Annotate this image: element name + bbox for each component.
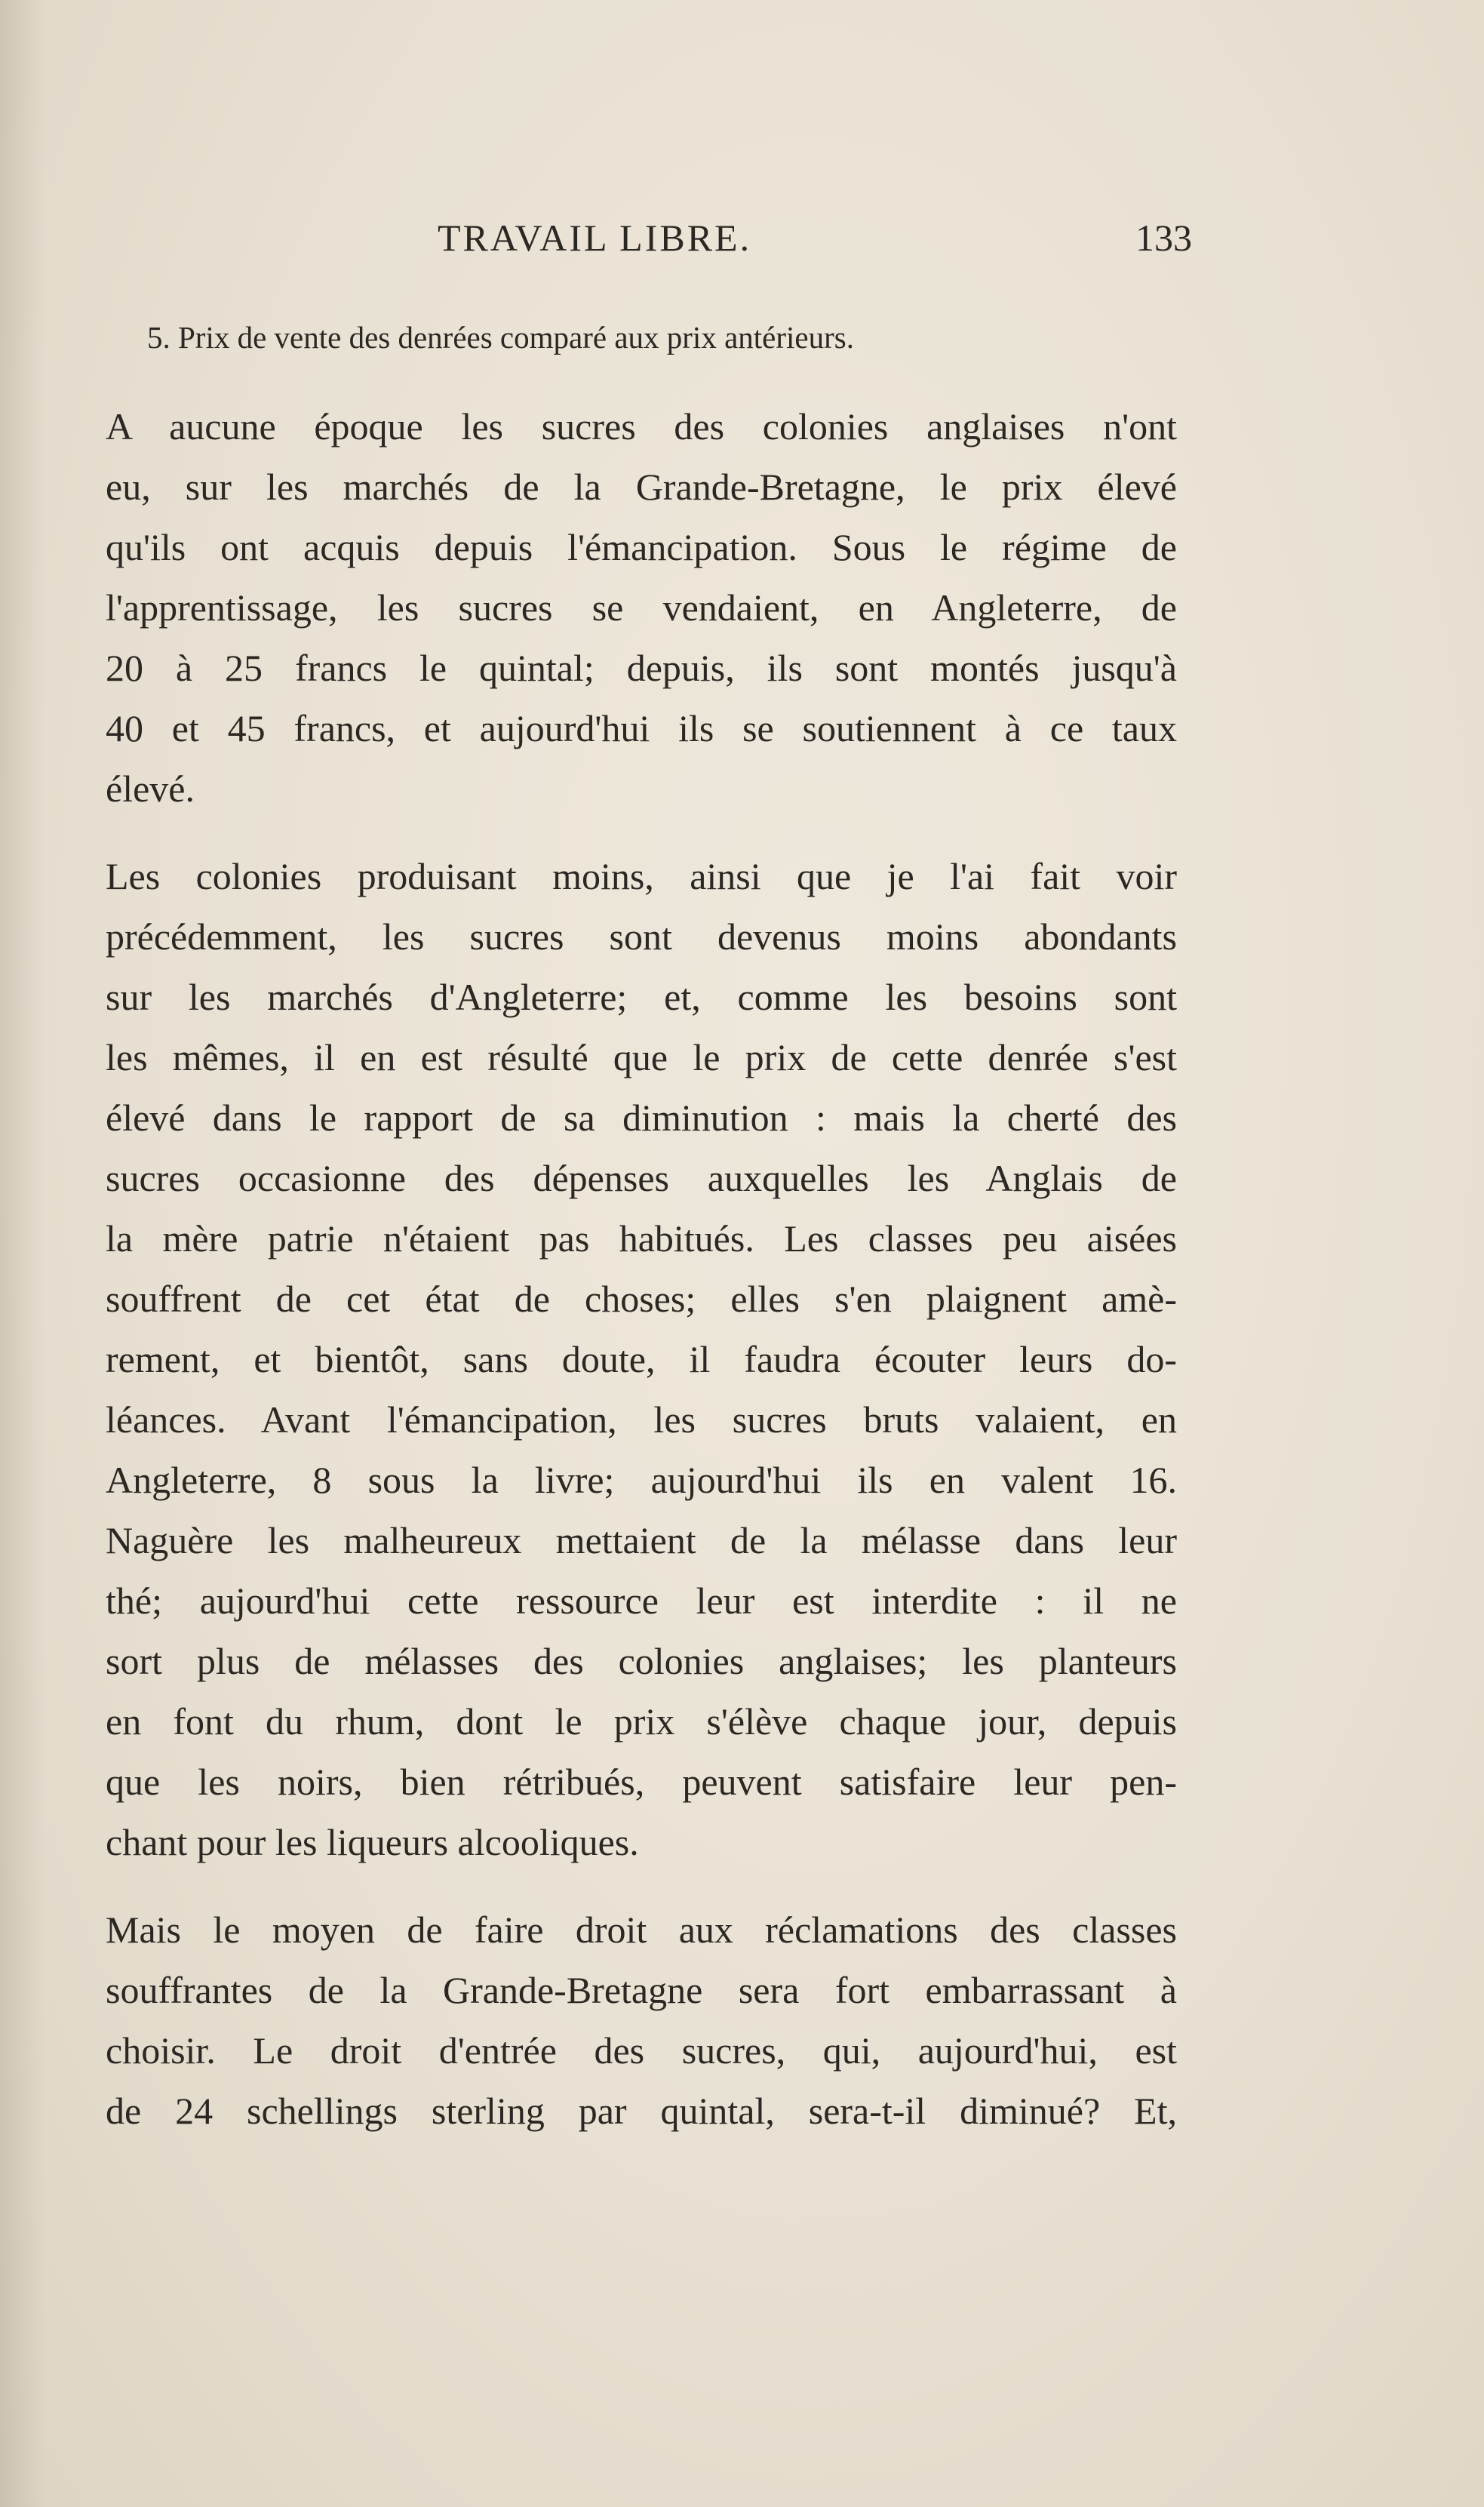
text-line: souffrent de cet état de choses; elles s'en plaignent amè- (106, 1278, 1177, 1320)
text-line: les mêmes, il en est résulté que le prix de cette denrée s'est (106, 1036, 1177, 1078)
text-line: chant pour les liqueurs alcooliques. (106, 1821, 639, 1863)
section-subheading: 5. Prix de vente des denrées comparé aux prix antérieurs. (147, 320, 854, 355)
text-line: précédemment, les sucres sont devenus moins abondants (106, 915, 1177, 958)
text-line: la mère patrie n'étaient pas habitués. Les classes peu aisées (106, 1217, 1177, 1260)
paragraph-2 (106, 846, 1177, 1872)
text-line: souffrantes de la Grande-Bretagne sera fort embarrassant à (106, 1969, 1177, 2011)
paragraph-3 (106, 1899, 1177, 2141)
text-line: rement, et bientôt, sans doute, il faudra écouter leurs do- (106, 1338, 1177, 1380)
text-line: Naguère les malheureux mettaient de la mélasse dans leur (106, 1519, 1177, 1561)
text-line: A aucune époque les sucres des colonies anglaises n'ont (106, 405, 1177, 448)
text-line: l'apprentissage, les sucres se vendaient, en Angleterre, de (106, 586, 1177, 629)
text-line: que les noirs, bien rétribués, peuvent satisfaire leur pen- (106, 1761, 1177, 1803)
paragraph-1 (106, 396, 1177, 819)
text-line: thé; aujourd'hui cette ressource leur est interdite : il ne (106, 1580, 1177, 1622)
text-line: sur les marchés d'Angleterre; et, comme les besoins sont (106, 976, 1177, 1018)
page-number: 133 (1135, 217, 1192, 259)
text-line: Angleterre, 8 sous la livre; aujourd'hui ils en valent 16. (106, 1459, 1177, 1501)
text-line: choisir. Le droit d'entrée des sucres, qui, aujourd'hui, est (106, 2029, 1177, 2072)
text-line: eu, sur les marchés de la Grande-Bretagne, le prix élevé (106, 466, 1177, 508)
text-line: léances. Avant l'émancipation, les sucres bruts valaient, en (106, 1398, 1177, 1441)
text-line: élevé. (106, 767, 195, 810)
running-title: TRAVAIL LIBRE. (438, 217, 752, 259)
spine-shadow (0, 0, 45, 2507)
page-header (121, 208, 1192, 268)
text-line: sucres occasionne des dépenses auxquelles les Anglais de (106, 1157, 1177, 1199)
text-line: élevé dans le rapport de sa diminution : mais la cherté des (106, 1097, 1177, 1139)
text-line: sort plus de mélasses des colonies anglaises; les planteurs (106, 1640, 1177, 1682)
text-line: en font du rhum, dont le prix s'élève chaque jour, depuis (106, 1700, 1177, 1743)
text-line: qu'ils ont acquis depuis l'émancipation. Sous le régime de (106, 526, 1177, 568)
body-text (106, 396, 1177, 2168)
text-line: Les colonies produisant moins, ainsi que je l'ai fait voir (106, 855, 1177, 897)
text-line: Mais le moyen de faire droit aux réclamations des classes (106, 1909, 1177, 1951)
text-line: 20 à 25 francs le quintal; depuis, ils sont montés jusqu'à (106, 647, 1177, 689)
text-line: 40 et 45 francs, et aujourd'hui ils se soutiennent à ce taux (106, 707, 1177, 749)
text-line: de 24 schellings sterling par quintal, sera-t-il diminué? Et, (106, 2090, 1177, 2132)
